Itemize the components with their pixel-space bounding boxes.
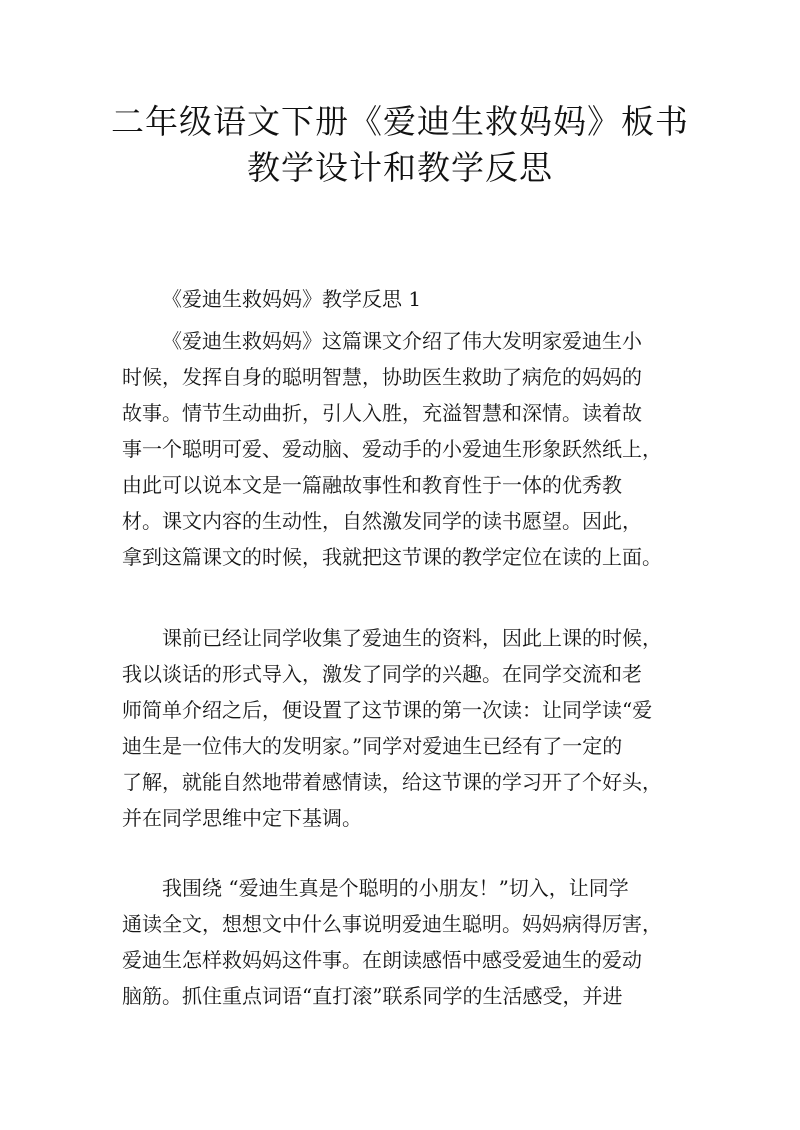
paragraph-line: 爱迪生怎样救妈妈这件事。在朗读感悟中感受爱迪生的爱动	[122, 948, 642, 972]
paragraph-line: 师简单介绍之后，便设置了这节课的第一次读：让同学读“爱	[122, 698, 653, 722]
paragraph-line: 故事。情节生动曲折，引人入胜，充溢智慧和深情。读着故	[122, 401, 642, 425]
paragraph-line: 我以谈话的形式导入，激发了同学的兴趣。在同学交流和老	[122, 662, 642, 686]
paragraph-line: 《爱迪生救妈妈》这篇课文介绍了伟大发明家爱迪生小	[162, 329, 642, 353]
paragraph-line: 拿到这篇课文的时候，我就把这节课的教学定位在读的上面。	[122, 545, 662, 569]
paragraph-2	[122, 620, 687, 836]
paragraph-line: 迪生是一位伟大的发明家。”同学对爱迪生已经有了一定的	[122, 734, 623, 758]
paragraph-1	[122, 323, 687, 575]
paragraph-line: 时候，发挥自身的聪明智慧，协助医生救助了病危的妈妈的	[122, 365, 642, 389]
document-title-line-1: 二年级语文下册《爱迪生救妈妈》板书	[111, 102, 689, 141]
paragraph-line: 通读全文，想想文中什么事说明爱迪生聪明。妈妈病得厉害，	[122, 912, 662, 936]
section-heading: 《爱迪生救妈妈》教学反思 1	[162, 287, 422, 311]
paragraph-line: 事一个聪明可爱、爱动脑、爱动手的小爱迪生形象跃然纸上，	[122, 437, 662, 461]
paragraph-line: 并在同学思维中定下基调。	[122, 806, 362, 830]
paragraph-line: 课前已经让同学收集了爱迪生的资料，因此上课的时候，	[162, 626, 662, 650]
paragraph-line: 由此可以说本文是一篇融故事性和教育性于一体的优秀教	[122, 473, 622, 497]
paragraph-line: 脑筋。抓住重点词语“直打滚”联系同学的生活感受，并进	[122, 984, 623, 1008]
paragraph-3	[122, 870, 687, 1014]
paragraph-line: 我围绕 “爱迪生真是个聪明的小朋友！”切入，让同学	[162, 876, 629, 900]
paragraph-line: 材。课文内容的生动性，自然激发同学的读书愿望。因此，	[122, 509, 642, 533]
paragraph-line: 了解，就能自然地带着感情读，给这节课的学习开了个好头，	[122, 770, 662, 794]
document-title-line-2: 教学设计和教学反思	[247, 148, 553, 187]
